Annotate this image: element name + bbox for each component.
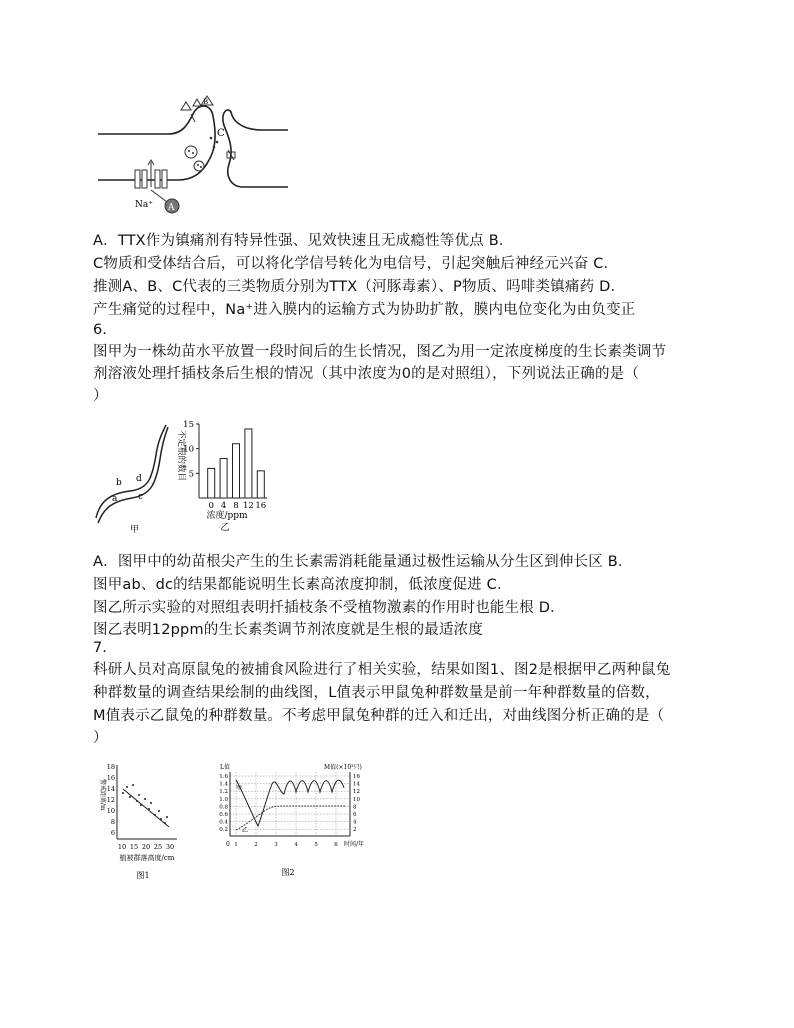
fig2-right-tick: 16 <box>353 774 360 780</box>
fig1-caption: 图1 <box>136 871 150 880</box>
q6-option-d: 图乙表明12ppm的生长素类调节剂浓度就是生根的最适浓度 <box>93 622 484 638</box>
fig1-ytick-label: 18 <box>106 763 115 771</box>
fig1-xtick-label: 20 <box>141 843 151 851</box>
fig1-xtick-label: 30 <box>165 843 175 851</box>
bar-chart-bar <box>245 429 252 498</box>
fig1-xtick-label: 10 <box>117 843 127 851</box>
q7-stem-line-2: 种群数量的调查结果绘制的曲线图，L值表示甲鼠兔种群数量是前一年种群数量的倍数， <box>93 685 660 701</box>
fig1-point <box>144 798 146 800</box>
bar-chart-ylabel: 不定根的数目 <box>176 430 186 482</box>
fig2-xtick-label: 5 <box>314 842 318 848</box>
fig2-origin: 0 <box>226 841 230 848</box>
fig2-right-tick: 4 <box>353 819 357 826</box>
fig2-series-jia: 甲 <box>236 785 243 792</box>
q7-number: 7. <box>93 640 107 656</box>
label-c: C <box>217 128 225 139</box>
fig1-point <box>158 810 160 812</box>
figure-jia-caption: 甲 <box>130 525 140 535</box>
fig2-left-tick: 0.8 <box>219 804 228 811</box>
seedling-label-d: d <box>136 474 142 484</box>
label-a: A <box>168 203 175 213</box>
fig2-series-yi: 乙 <box>242 827 249 834</box>
fig2-left-tick: 1.2 <box>219 789 228 796</box>
bar-chart-xtick-label: 0 <box>208 501 214 511</box>
q6-stem-line-1: 图甲为一株幼苗水平放置一段时间后的生长情况，图乙为用一定浓度梯度的生长素类调节 <box>93 344 667 360</box>
fig1-point <box>150 802 152 804</box>
fig1-point <box>129 796 131 798</box>
q5-option-b: C物质和受体结合后，可以将化学信号转化为电信号，引起突触后神经元兴奋 C． <box>93 256 619 272</box>
fig2-left-tick: 0.6 <box>219 812 228 818</box>
fig2-right-tick: 14 <box>353 781 360 788</box>
bar-chart-bar <box>257 471 264 498</box>
bar-chart-bar <box>208 468 215 498</box>
fig2-right-tick: 12 <box>353 789 360 796</box>
q5-option-c: 推测A、B、C代表的三类物质分别为TTX（河豚毒素）、P物质、吗啡类镇痛药 D． <box>93 279 626 295</box>
fig1-xlabel: 植被群落高度/cm <box>119 854 175 862</box>
fig2-caption: 图2 <box>281 868 295 877</box>
bar-chart-xlabel: 浓度/ppm <box>206 511 248 521</box>
fig2-xtick-label: 6 <box>334 842 338 848</box>
fig1-ytick-label: 6 <box>110 829 115 837</box>
fig2-right-tick: 10 <box>353 796 360 803</box>
fig2-xtick-label: 3 <box>274 842 278 848</box>
bar-chart-bar <box>220 459 227 498</box>
q7-stem-line-3: M值表示乙鼠兔的种群数量。不考虑甲鼠兔种群的迁入和迁出，对曲线图分析正确的是（ <box>93 708 665 724</box>
fig1-point <box>126 786 128 788</box>
fig2-xtick-label: 1 <box>234 842 238 848</box>
fig2-right-tick: 6 <box>353 812 357 818</box>
q6-number: 6. <box>93 322 107 338</box>
synapse-diagram <box>93 92 293 217</box>
bar-chart-xtick-label: 4 <box>220 501 227 511</box>
fig2-xlabel: 时间/年 <box>344 841 365 848</box>
bar-chart-ytick-label: 10 <box>183 444 194 455</box>
q5-option-d: 产生痛觉的过程中，Na⁺进入膜内的运输方式为协助扩散，膜内电位变化为由负变正 <box>93 302 636 318</box>
fig2-left-tick: 0.4 <box>219 819 228 826</box>
fig2-left-tick: 1.0 <box>219 796 228 803</box>
q6-option-b: 图甲ab、dc的结果都能说明生长素高浓度抑制，低浓度促进 C． <box>93 577 512 593</box>
fig1-ytick-label: 12 <box>106 796 115 804</box>
fig1-ytick-label: 8 <box>110 818 115 826</box>
seedling-label-a: a <box>112 494 118 504</box>
fig1-ytick-label: 14 <box>106 785 115 793</box>
fig2-left-tick: 1.6 <box>219 774 228 780</box>
fig1-xtick-label: 25 <box>153 843 163 851</box>
q6-option-c: 图乙所示实验的对照组表明扦插枝条不受植物激素的作用时也能生根 D． <box>93 600 565 616</box>
fig1-ytick-label: 10 <box>106 807 115 815</box>
figure-yi-bar-chart <box>165 418 275 533</box>
fig1-point <box>166 816 168 818</box>
q6-stem-line-2: 剂溶液处理扦插枝条后生根的情况（其中浓度为0的是对照组），下列说法正确的是（ <box>93 366 640 382</box>
q5-option-a: A．TTX作为镇痛剂有特异性强、见效快速且无成瘾性等优点 B． <box>93 233 514 249</box>
figure-1-scatter <box>95 757 200 882</box>
q6-option-a: A．图甲中的幼苗根尖产生的生长素需消耗能量通过极性运输从分生区到伸长区 B． <box>93 554 633 570</box>
fig2-right-tick: 2 <box>353 827 357 834</box>
q6-stem-line-3: ） <box>93 388 108 404</box>
q7-stem-line-1: 科研人员对高原鼠兔的被捕食风险进行了相关实验，结果如图1、图2是根据甲乙两种鼠兔 <box>93 662 671 678</box>
bar-chart-ytick-label: 15 <box>183 420 194 430</box>
fig2-right-label: M值(×10³只) <box>324 764 362 771</box>
fig2-xtick-label: 4 <box>294 842 298 848</box>
fig1-xtick-label: 15 <box>129 843 139 851</box>
fig1-ytick-label: 16 <box>106 774 115 782</box>
label-b: B <box>203 98 209 106</box>
bar-chart-xtick-label: 16 <box>255 501 267 511</box>
fig1-ylabel: 警戒距离/m <box>99 779 106 811</box>
bar-chart-xtick-label: 12 <box>242 501 254 511</box>
fig1-point <box>122 792 124 794</box>
bar-chart-caption: 乙 <box>220 523 230 533</box>
fig2-xtick-label: 2 <box>254 842 258 848</box>
bar-chart-xtick-label: 8 <box>233 501 239 511</box>
seedling-label-c: c <box>138 492 144 502</box>
bar-chart-ytick-label: 5 <box>188 469 194 480</box>
label-na: Na⁺ <box>135 200 153 210</box>
fig1-point <box>138 794 140 796</box>
fig2-left-label: L值 <box>220 764 230 771</box>
seedling-label-b: b <box>116 478 122 488</box>
q7-stem-line-4: ） <box>93 730 108 746</box>
fig2-right-tick: 8 <box>353 804 357 811</box>
fig2-left-tick: 1.4 <box>219 781 228 788</box>
fig1-point <box>132 784 134 786</box>
bar-chart-bar <box>233 444 240 498</box>
figure-2-line-chart <box>212 760 365 880</box>
fig2-left-tick: 0.2 <box>219 827 228 834</box>
